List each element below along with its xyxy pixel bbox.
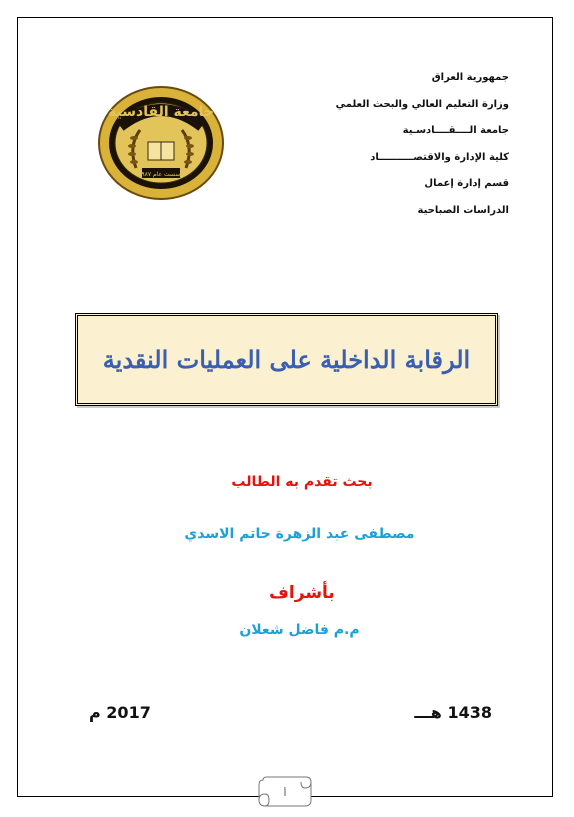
year-hijri: 1438 هـــ (414, 703, 492, 722)
title-box (75, 313, 498, 406)
header-university: جامعة الــــقــــادسـية (402, 125, 509, 136)
student-name: مصطفى عبد الزهرة حاتم الاسدي (184, 526, 415, 542)
header-ministry: وزارة التعليم العالي والبحث العلمي (335, 98, 509, 110)
page-number: أ (283, 789, 287, 799)
header-study-type: الدراسات الصباحية (417, 204, 509, 216)
university-logo (98, 86, 224, 200)
header-country: جمهورية العراق (431, 72, 509, 83)
logo-text-bottom: تأسست عام ١٩٨٧ (138, 171, 184, 178)
supervisor-name: م.م فاضل شعلان (239, 622, 360, 638)
year-gregorian: 2017 م (89, 703, 151, 722)
header-college: كلية الإدارة والاقتصــــــــــاد (370, 151, 509, 163)
logo-text-top: جامعة القادسية (108, 104, 214, 120)
institution-header (309, 70, 509, 229)
supervision-label: بأشراف (269, 583, 335, 603)
document-title: الرقابة الداخلية على العمليات النقدية (102, 345, 471, 374)
submitted-by-label: بحث تقدم به الطالب (231, 474, 373, 490)
page-number-scroll-icon (255, 772, 315, 810)
header-department: قسم إدارة إعمال (424, 178, 509, 189)
